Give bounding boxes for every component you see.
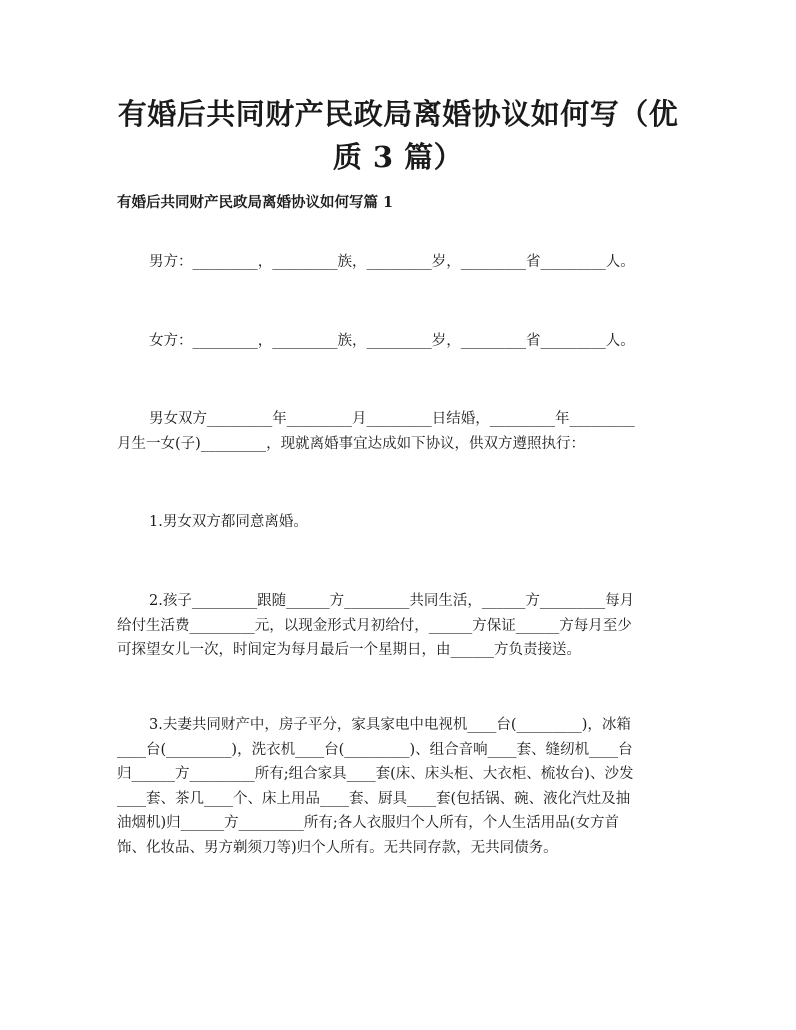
paragraph-marriage-info [117, 407, 677, 456]
paragraph-line: 2.孩子_________跟随______方_________共同生活，______方_________每月 [149, 593, 635, 609]
section-heading: 有婚后共同财产民政局离婚协议如何写篇 1 [117, 194, 394, 211]
paragraph-female-party [117, 329, 677, 354]
paragraph-line: 3.夫妻共同财产中，房子平分，家具家电中电视机____台(_________)，冰箱 [149, 717, 631, 733]
paragraph-line: 油烟机)归______方_________所有;各人衣服归个人所有，个人生活用品(女方首 [117, 815, 619, 831]
document-title-line-1: 有婚后共同财产民政局离婚协议如何写（优 [117, 97, 679, 131]
document-title-line-2: 质 3 篇） [332, 140, 464, 174]
paragraph-line: 月生一女(子)_________，现就离婚事宜达成如下协议，供双方遵照执行： [117, 435, 586, 452]
paragraph-line: ____套、茶几____个、床上用品____套、厨具____套(包括锅、碗、液化汽灶及抽 [117, 790, 631, 807]
paragraph-line: 男女双方_________年_________月_________日结婚，_________年_________ [149, 411, 635, 427]
paragraph-line: 可探望女儿一次，时间定为每月最后一个星期日，由______方负责接送。 [117, 642, 581, 658]
paragraph-line: ____台(_________)，洗衣机____台(_________)、组合音响____套、缝纫机____台 [117, 741, 633, 758]
paragraph-line: 1.男女双方都同意离婚。 [149, 514, 308, 530]
paragraph-clause-3 [117, 713, 677, 860]
paragraph-clause-2 [117, 589, 677, 663]
paragraph-line: 给付生活费_________元，以现金形式月初给付，______方保证______方每月至少 [117, 617, 632, 634]
paragraph-line: 饰、化妆品、男方剃须刀等)归个人所有。无共同存款，无共同债务。 [117, 839, 558, 856]
paragraph-clause-1 [117, 510, 677, 535]
paragraph-line: 女方：_________，_________族，_________岁，_________省_________人。 [149, 333, 635, 349]
paragraph-male-party [117, 250, 677, 275]
paragraph-line: 男方：_________，_________族，_________岁，_________省_________人。 [149, 254, 635, 270]
paragraph-line: 归______方_________所有;组合家具____套(床、床头柜、大衣柜、梳妆台)、沙发 [117, 766, 634, 782]
